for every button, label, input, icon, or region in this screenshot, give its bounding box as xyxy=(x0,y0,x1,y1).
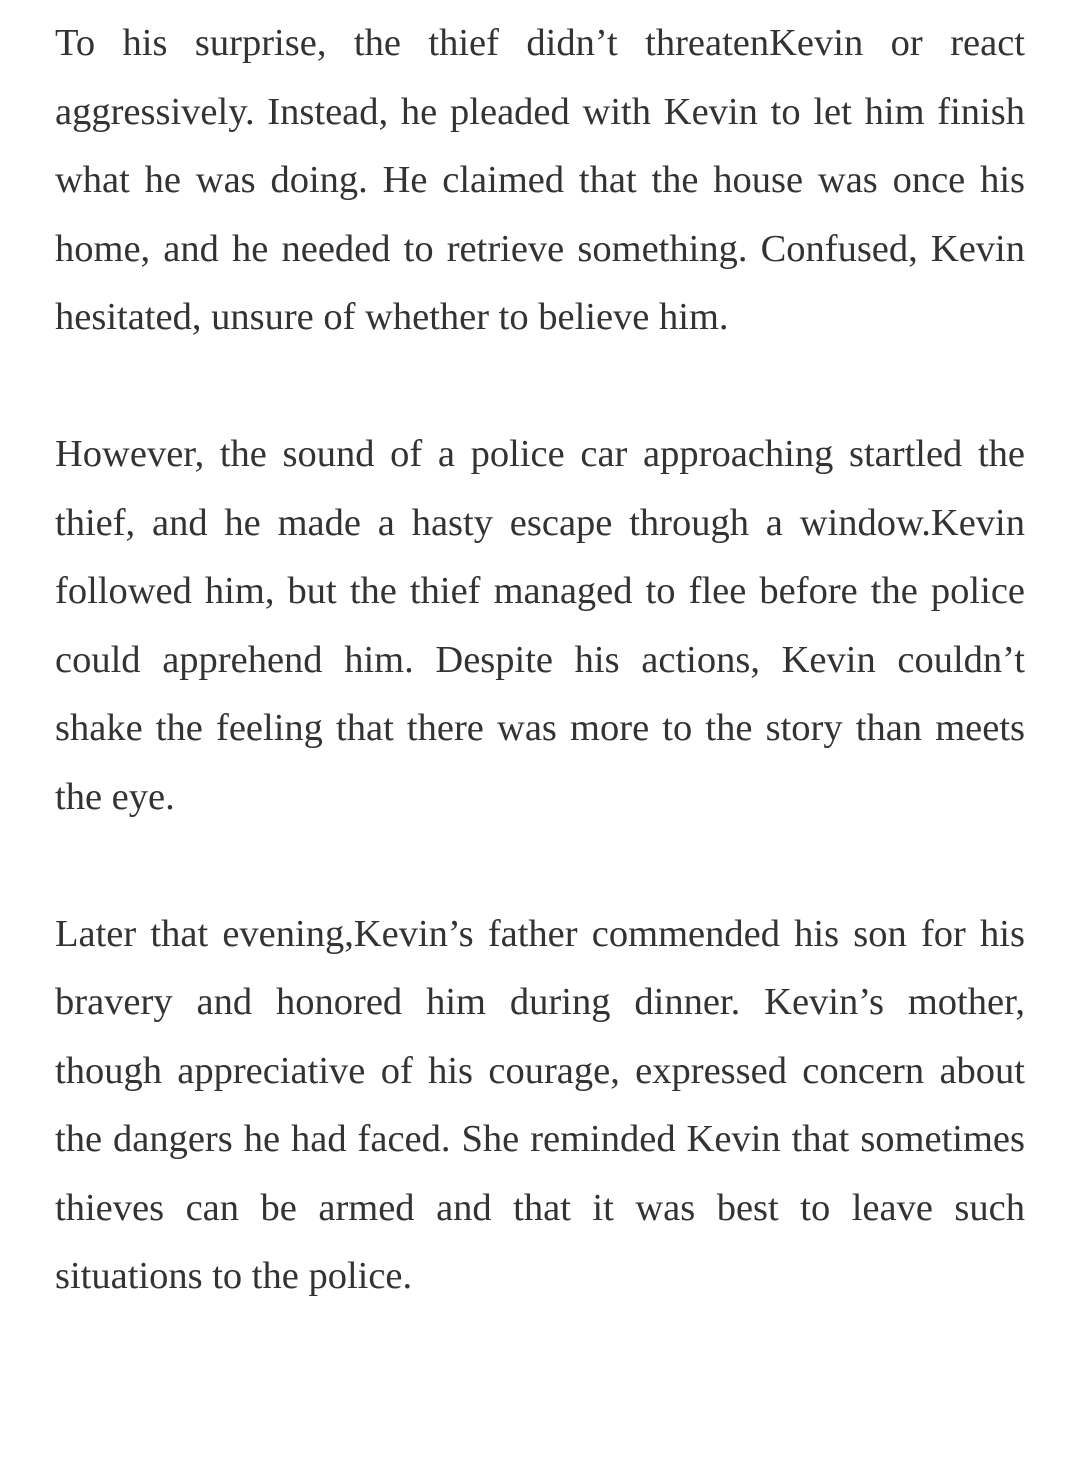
paragraph: However, the sound of a police car approaching startled the thief, and he made a hasty escape through a window.Kevin followed him, but the thief managed to flee before the police could apprehend him. Despite his actions, Kevin couldn’t shake the feeling that there was more to the story than meets the eye. xyxy=(55,433,1025,818)
paragraph: Later that evening,Kevin’s father commended his son for his bravery and honored him during dinner. Kevin’s mother, though appreciative of his courage, expressed concern about the dangers he had faced. She reminded Kevin that sometimes thieves can be armed and that it was best to leave such situations to the police. xyxy=(55,912,1025,1297)
article-body xyxy=(55,9,1025,1311)
paragraph: To his surprise, the thief didn’t threatenKevin or react aggressively. Instead, he pleaded with Kevin to let him finish what he was doing. He claimed that the house was once his home, and he needed to retrieve something. Confused, Kevin hesitated, unsure of whether to believe him. xyxy=(55,22,1025,338)
